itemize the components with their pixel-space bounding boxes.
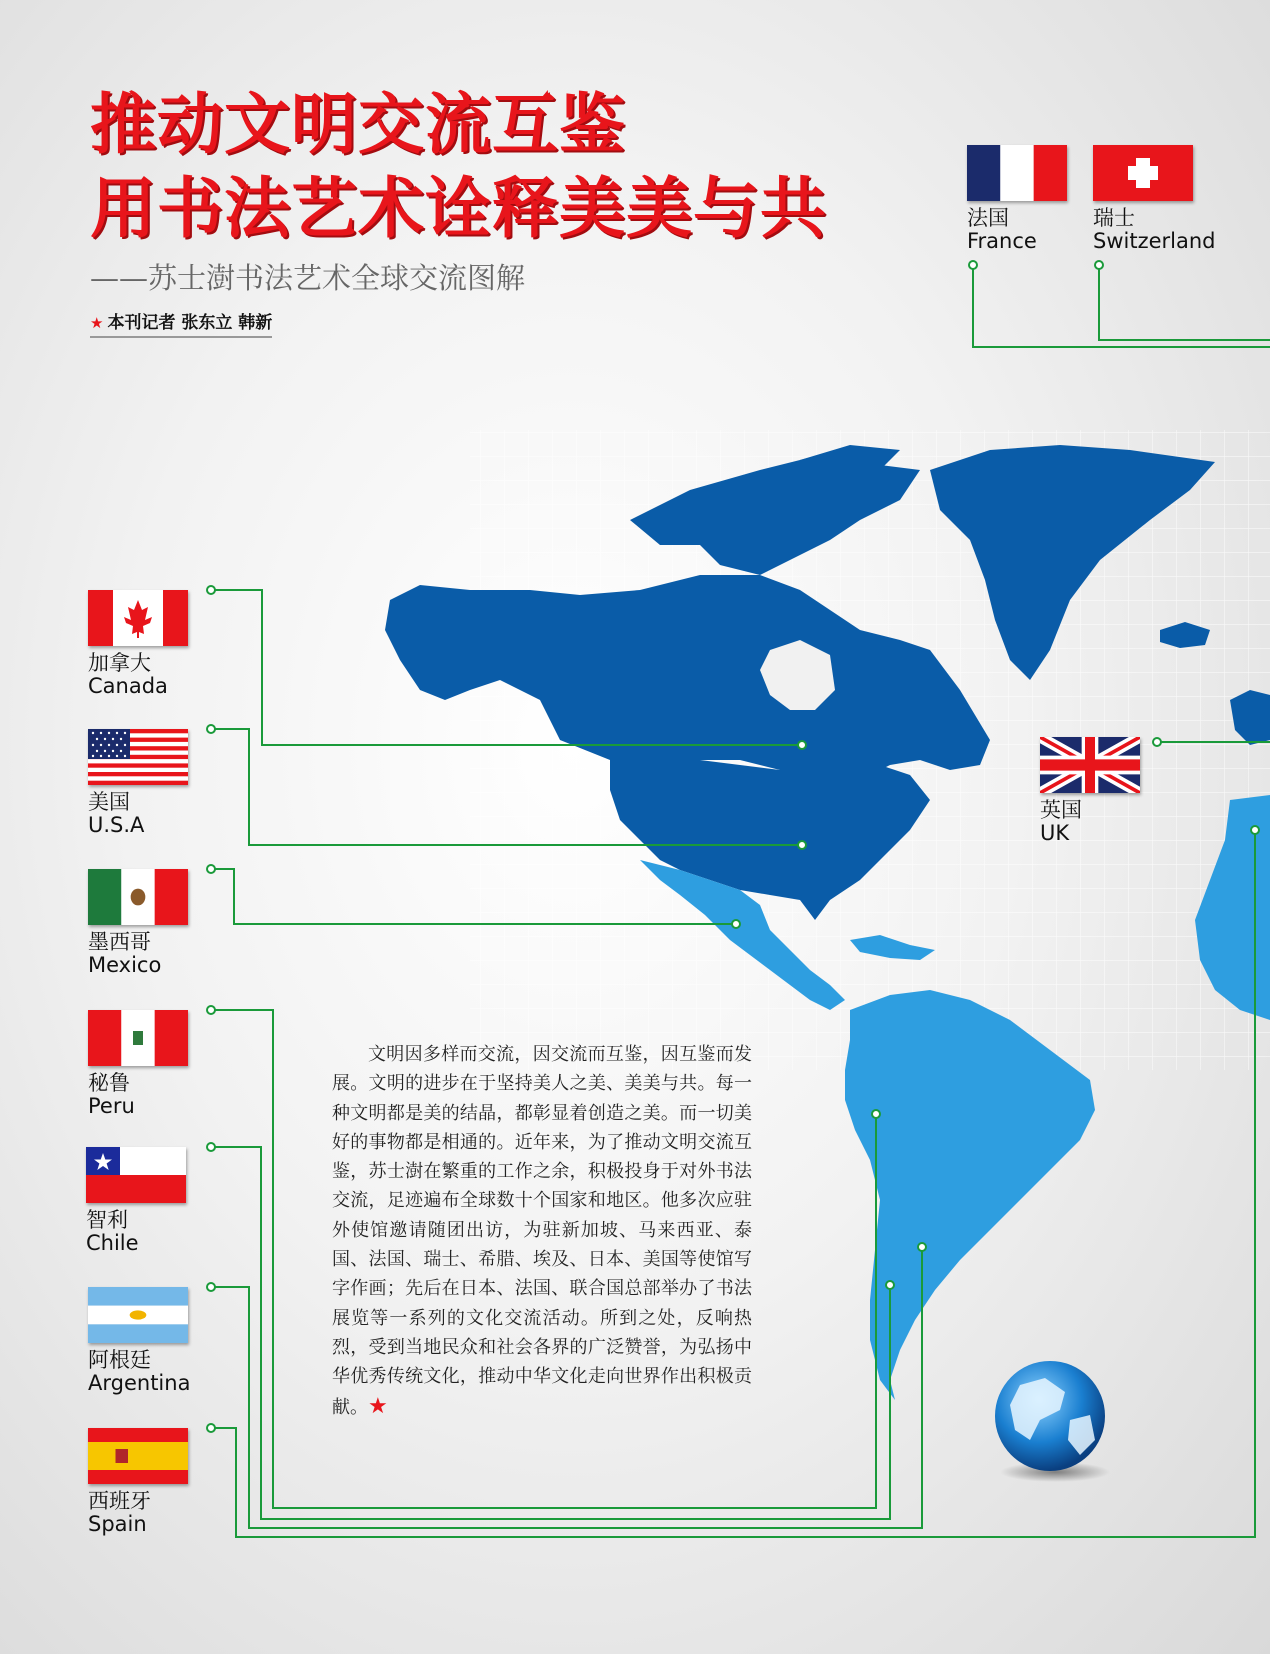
switzerland-flag-icon <box>1093 145 1193 201</box>
peru-flag-icon <box>88 1010 188 1066</box>
switzerland-label-en: Switzerland <box>1093 229 1216 253</box>
country-usa <box>88 729 188 837</box>
connector-switzerland <box>1099 265 1270 340</box>
france-label-cn: 法国 <box>967 206 1009 230</box>
country-argentina <box>88 1287 190 1395</box>
argentina-label-en: Argentina <box>88 1371 191 1395</box>
uk-flag-icon <box>1040 737 1140 793</box>
mexico-label-cn: 墨西哥 <box>88 930 151 954</box>
argentina-flag-icon <box>88 1287 188 1343</box>
country-mexico <box>88 869 188 977</box>
country-spain <box>88 1428 188 1536</box>
peru-label-en: Peru <box>88 1094 135 1118</box>
country-france <box>967 145 1067 253</box>
country-chile <box>86 1147 186 1255</box>
article-text: 文明因多样而交流，因交流而互鉴，因互鉴而发展。文明的进步在于坚持美人之美、美美与共。每一种文明都是美的结晶，都彰显着创造之美。而一切美好的事物都是相通的。近年来，为了推动文明交流互鉴，苏士澍在繁重的工作之余，积极投身于对外书法交流，足迹遍布全球数十个国家和地区。他多次应驻外使馆邀请随团出访，为驻新加坡、马来西亚、泰国、法国、瑞士、希腊、埃及、日本、美国等使馆写字作画；先后在日本、法国、联合国总部举办了书法展览等一系列的文化交流活动。所到之处，反响热烈，受到当地民众和社会各界的广泛赞誉，为弘扬中华优秀传统文化，推动中华文化走向世界作出积极贡献。 <box>332 1044 752 1418</box>
article-body <box>332 1040 752 1422</box>
title-line-2: 用书法艺术诠释美美与共 <box>90 170 827 247</box>
spain-flag-icon <box>88 1428 188 1484</box>
country-canada <box>88 590 188 698</box>
country-peru <box>88 1010 188 1118</box>
switzerland-label-cn: 瑞士 <box>1093 206 1135 230</box>
star-icon: ★ <box>90 314 104 332</box>
uk-label-en: UK <box>1040 821 1070 845</box>
canada-flag-icon <box>88 590 188 646</box>
subtitle: ——苏士澍书法艺术全球交流图解 <box>90 261 526 295</box>
france-label-en: France <box>967 229 1037 253</box>
chile-flag-icon <box>86 1147 186 1203</box>
byline-text: 本刊记者 张东立 韩新 <box>107 313 273 333</box>
france-flag-icon <box>967 145 1067 201</box>
peru-label-cn: 秘鲁 <box>88 1071 130 1095</box>
connector-france <box>973 265 1270 347</box>
spain-label-en: Spain <box>88 1512 147 1536</box>
usa-label-cn: 美国 <box>88 790 130 814</box>
usa-flag-icon <box>88 729 188 785</box>
title-line-1: 推动文明交流互鉴 <box>90 86 626 163</box>
canada-label-en: Canada <box>88 674 168 698</box>
argentina-label-cn: 阿根廷 <box>88 1348 151 1372</box>
uk-label-cn: 英国 <box>1040 798 1082 822</box>
end-star-icon: ★ <box>368 1393 388 1419</box>
mexico-label-en: Mexico <box>88 953 162 977</box>
mexico-flag-icon <box>88 869 188 925</box>
chile-label-cn: 智利 <box>86 1208 128 1232</box>
chile-label-en: Chile <box>86 1231 139 1255</box>
country-switzerland <box>1093 145 1216 253</box>
spain-label-cn: 西班牙 <box>88 1489 151 1513</box>
usa-label-en: U.S.A <box>88 813 145 837</box>
canada-label-cn: 加拿大 <box>88 651 151 675</box>
country-uk <box>1040 737 1140 845</box>
